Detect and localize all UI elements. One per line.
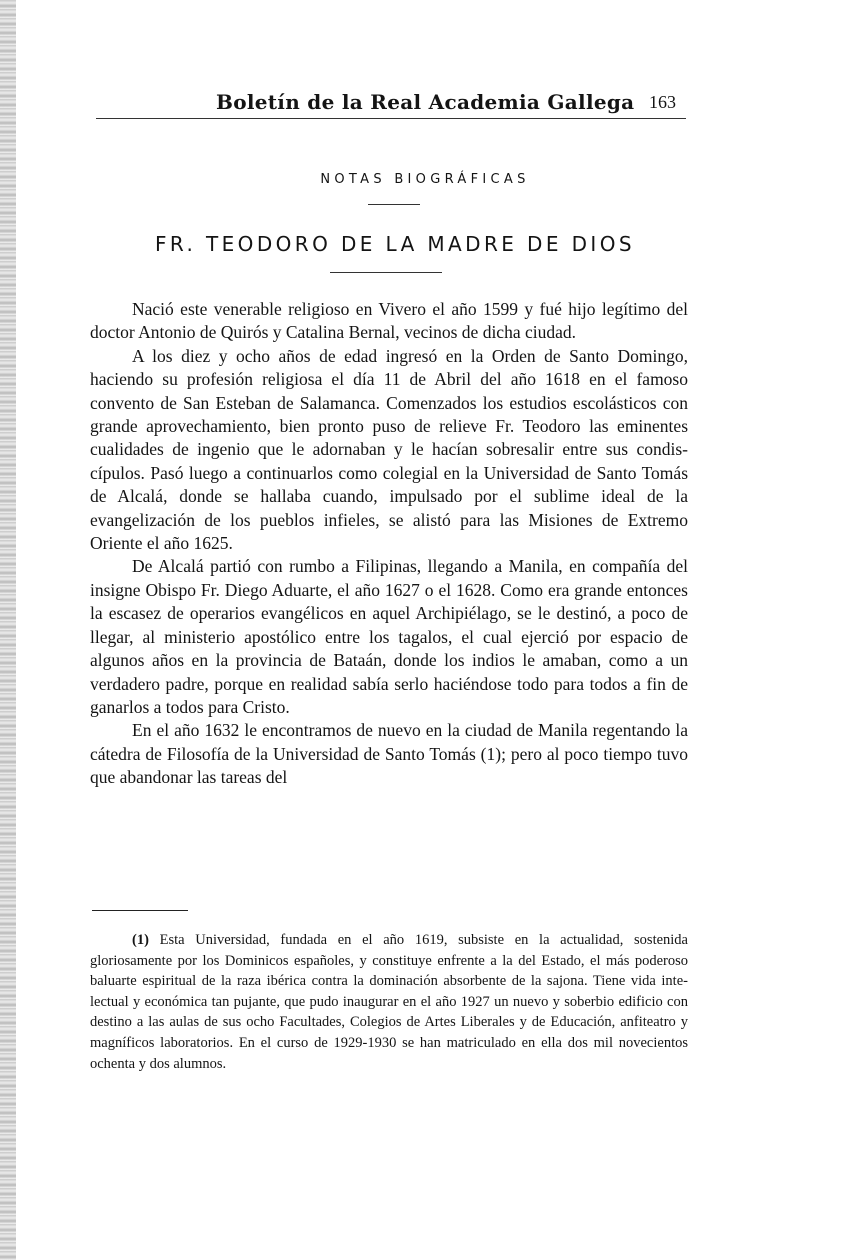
paragraph-3: De Alcalá partió con rumbo a Filipinas, llegando a Manila, en compañía del insigne Obispo Fr. Diego Aduarte, el año 1627 o el 1628. Como era grande entonces la escasez de operarios evangélicos en aquel Archipiélago, se le destinó, a poco de llegar, al ministerio apostólico entre los tagalos, el cual ejerció por espacio de algunos años en la provincia de Bataán, donde los indios le amaban, como a un verdadero padre, porque en realidad sabía serlo haciéndose todo para todos a fin de ganarlos a todos para Cristo.	[90, 556, 688, 717]
footnote	[90, 930, 688, 1074]
footnote-rule	[92, 910, 188, 911]
footnote-text: Esta Universidad, fundada en el año 1619, subsiste en la actualidad, sostenida gloriosamente por los Dominicos españoles, y constituye enfrente a la del Estado, el más poderoso baluarte espiritual de la raza ibérica contra la dominación absorbente de la sajona. Tiene vida intelectual y económica tan pujante, que pudo inaugurar en el año 1927 un nuevo y soberbio edificio con destino a las aulas de sus ocho Facultades, Colegios de Artes Liberales y de Educación, anfiteatro y magníficos laboratorios. En el curso de 1929-1930 se han matriculado en ella dos mil novecientos ochenta y dos alumnos.	[90, 932, 688, 1072]
article-title: FR. TEODORO DE LA MADRE DE DIOS	[155, 232, 635, 256]
paragraph-4: En el año 1632 le encontramos de nuevo en la ciudad de Manila regentando la cátedra de Filosofía de la Universidad de Santo Tomás (1); pero al poco tiempo tuvo que abandonar las tareas del	[90, 720, 688, 788]
section-divider	[368, 204, 420, 205]
paragraph-1: Nació este venerable religioso en Vivero el año 1599 y fué hijo legítimo del doctor Antonio de Quirós y Catalina Bernal, vecinos de dicha ciudad.	[90, 299, 688, 343]
section-title: NOTAS BIOGRÁFICAS	[320, 172, 530, 187]
page-header	[96, 86, 684, 116]
article-body	[90, 298, 688, 790]
paragraph-2: A los diez y ocho años de edad ingresó en la Orden de Santo Domingo, haciendo su profesión religiosa el día 11 de Abril del año 1618 en el famoso convento de San Esteban de Salamanca. Comenzados los estudios escolásticos con grande aprovechamiento, bien pronto puso de relieve Fr. Teodoro las eminentes cualidades de ingenio que le adornaban y le hacían sobresalir entre sus condiscípulos. Pasó luego a continuarlos como colegial en la Universidad de Santo Tomás de Alcalá, donde se hallaba cuando, impulsado por el sublime ideal de la evangelización de los pueblos infieles, se alistó para las Misiones de Extremo Oriente el año 1625.	[90, 345, 688, 554]
running-title: Boletín de la Real Academia Gallega	[216, 90, 635, 114]
title-divider	[330, 272, 442, 273]
footnote-mark: (1)	[132, 932, 149, 948]
header-rule	[96, 118, 686, 119]
page-binding-edge	[0, 0, 16, 1260]
page-number: 163	[649, 92, 676, 112]
